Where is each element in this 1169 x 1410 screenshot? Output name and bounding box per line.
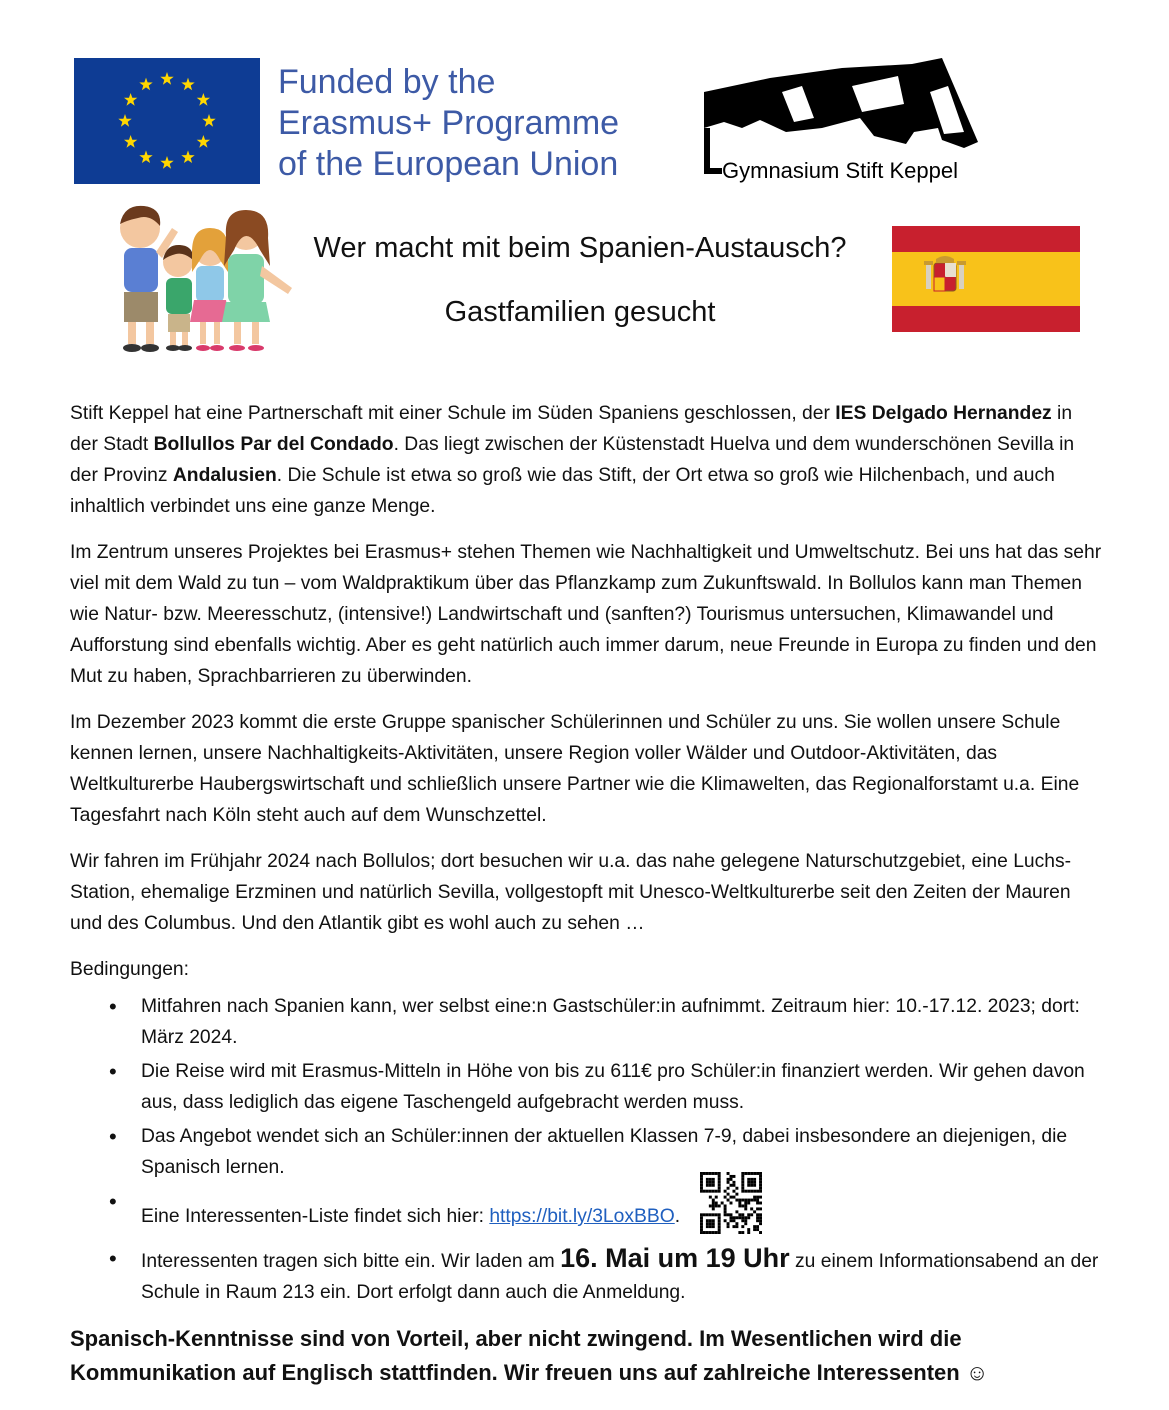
list-item xyxy=(141,1186,1105,1248)
school-name: Gymnasium Stift Keppel xyxy=(722,158,958,183)
family-illustration xyxy=(110,200,300,355)
paragraph-project: Im Zentrum unseres Projektes bei Erasmus+ stehen Themen wie Nachhaltigkeit und Umweltschutz. Bei uns hat das sehr viel mit dem Wald zu tun – vom Waldpraktikum über das Pflanzkamp zum Zukunftswald. In Bollulos kann man Themen wie Natur- bzw. Meeresschutz, (intensive!) Landwirtschaft und (sanften?) Tourismus untersuchen, Klimawandel und Aufforstung sind ebenfalls wichtig. Aber es geht natürlich auch immer darum, neue Freunde in Europa zu finden und den Mut zu haben, Sprachbarrieren zu überwinden. xyxy=(70,542,1102,687)
partner-school-name: IES Delgado Hernandez xyxy=(835,403,1052,424)
page-title: Wer macht mit beim Spanien-Austausch? xyxy=(313,232,847,264)
conditions-list xyxy=(70,991,1105,1308)
qr-code-icon xyxy=(700,1172,762,1234)
partner-city-name: Bollullos Par del Condado xyxy=(153,434,394,455)
list-item: • Die Reise wird mit Erasmus-Mitteln in Höhe von bis zu 611€ pro Schüler:in finanziert werden. Wir gehen davon aus, dass lediglich das eigene Taschengeld aufgebracht werden muss. xyxy=(141,1056,1105,1118)
list-text: Interessenten tragen sich bitte ein. Wir laden am xyxy=(141,1251,561,1272)
paragraph-spring: Wir fahren im Frühjahr 2024 nach Bollulos; dort besuchen wir u.a. das nahe gelegene Naturschutzgebiet, eine Luchs-Station, ehemalige Erzminen und natürlich Sevilla, vollgestopft mit Unesco-Weltkulturerbe seit den Zeiten der Mauren und des Columbus. Und den Atlantik gibt es wohl auch zu sehen … xyxy=(70,851,1072,934)
conditions-label: Bedingungen: xyxy=(70,959,190,980)
spain-flag-icon xyxy=(892,226,1080,332)
list-text: zu einem Informationsabend an der Schule in Raum 213 ein. Dort erfolgt dann auch die Anmeldung. xyxy=(141,1251,1099,1303)
closing-statement: Spanisch-Kenntnisse sind von Vorteil, aber nicht zwingend. Im Wesentlichen wird die Kommunikation auf Englisch stattfinden. Wir freuen uns auf zahlreiche Interessenten ☺ xyxy=(70,1326,989,1385)
paragraph-december: Im Dezember 2023 kommt die erste Gruppe spanischer Schülerinnen und Schüler zu uns. Sie wollen unsere Schule kennen lernen, unsere Nachhaltigkeits-Aktivitäten, unsere Region voller Wälder und Outdoor-Aktivitäten, das Weltkulturerbe Haubergswirtschaft und schließlich unsere Partner wie die Klimawelten, das Regionalforstamt u.a. Eine Tagesfahrt nach Köln steht auch auf dem Wunschzettel. xyxy=(70,712,1080,826)
paragraph-intro xyxy=(70,398,1105,522)
province-name: Andalusien xyxy=(172,465,277,486)
list-item xyxy=(141,1243,1105,1308)
eu-text-line-3: of the European Union xyxy=(278,145,619,183)
main-content xyxy=(70,398,1105,1311)
intro-text-4: . Die Schule ist etwa so groß wie das Stift, der Ort etwa so groß wie Hilchenbach, und auch inhaltlich verbindet uns eine ganze Menge. xyxy=(70,465,1055,517)
eu-text-line-2: Erasmus+ Programme xyxy=(278,104,620,142)
eu-funding-text xyxy=(278,62,619,185)
intro-text-3: . Das liegt zwischen der Küstenstadt Huelva und dem wunderschönen Sevilla in der Provinz xyxy=(70,434,1075,486)
eu-flag-icon xyxy=(74,58,260,184)
interest-list-link[interactable]: https://bit.ly/3LoxBBO xyxy=(489,1206,675,1228)
event-date-time: 16. Mai um 19 Uhr xyxy=(560,1243,790,1273)
list-item: • Mitfahren nach Spanien kann, wer selbst eine:n Gastschüler:in aufnimmt. Zeitraum hier: 10.-17.12. 2023; dort: März 2024. xyxy=(141,991,1105,1053)
page-subtitle: Gastfamilien gesucht xyxy=(444,296,716,328)
intro-text-2: in der Stadt xyxy=(70,403,1073,455)
list-text: . xyxy=(674,1206,681,1228)
eu-text-line-1: Funded by the xyxy=(278,63,496,101)
eu-funding-logo xyxy=(74,58,674,186)
list-text: Eine Interessenten-Liste findet sich hier: xyxy=(141,1206,490,1228)
intro-text-1: Stift Keppel hat eine Partnerschaft mit einer Schule im Süden Spaniens geschlossen, der xyxy=(70,403,836,424)
list-item: • Das Angebot wendet sich an Schüler:innen der aktuellen Klassen 7-9, dabei insbesondere an diejenigen, die Spanisch lernen. xyxy=(141,1121,1105,1183)
